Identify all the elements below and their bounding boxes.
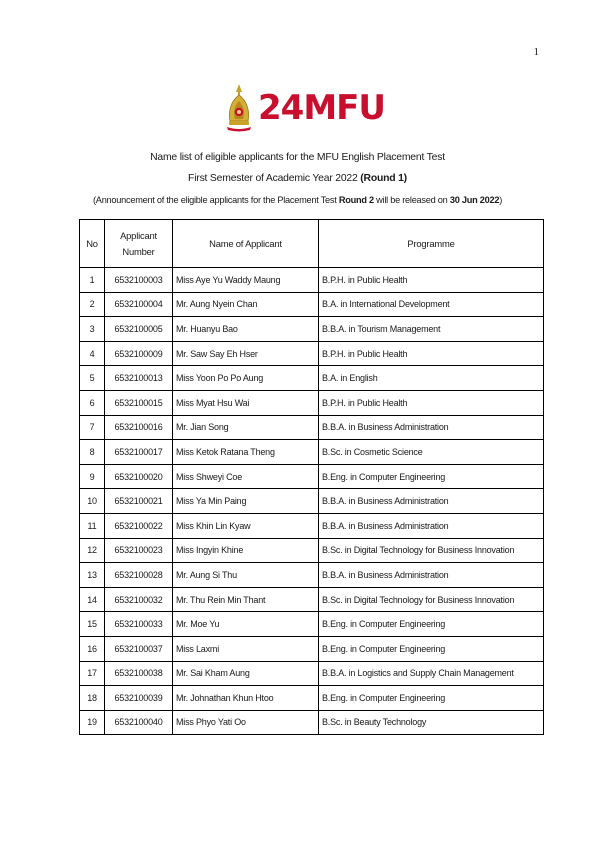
cell-applicant-number: 6532100016 bbox=[105, 415, 173, 440]
cell-programme: B.P.H. in Public Health bbox=[319, 268, 544, 293]
document-title bbox=[0, 152, 595, 163]
cell-applicant-name: Miss Shweyi Coe bbox=[173, 464, 319, 489]
table-row bbox=[80, 686, 544, 711]
university-logo bbox=[226, 82, 385, 134]
cell-programme: B.B.A. in Tourism Management bbox=[319, 317, 544, 342]
cell-programme: B.Sc. in Digital Technology for Business Innovation bbox=[319, 538, 544, 563]
cell-applicant-number: 6532100013 bbox=[105, 366, 173, 391]
cell-no: 18 bbox=[80, 686, 105, 711]
announcement-note bbox=[0, 195, 595, 205]
cell-applicant-number: 6532100023 bbox=[105, 538, 173, 563]
cell-programme: B.Sc. in Digital Technology for Business Innovation bbox=[319, 587, 544, 612]
cell-applicant-name: Miss Myat Hsu Wai bbox=[173, 390, 319, 415]
note-date: 30 Jun 2022 bbox=[449, 195, 500, 205]
table-row bbox=[80, 268, 544, 293]
applicant-table bbox=[79, 219, 544, 735]
cell-applicant-name: Mr. Saw Say Eh Hser bbox=[173, 341, 319, 366]
cell-no: 15 bbox=[80, 612, 105, 637]
cell-applicant-name: Miss Ingyin Khine bbox=[173, 538, 319, 563]
cell-applicant-name: Mr. Sai Kham Aung bbox=[173, 661, 319, 686]
cell-programme: B.Eng. in Computer Engineering bbox=[319, 464, 544, 489]
cell-programme: B.Eng. in Computer Engineering bbox=[319, 686, 544, 711]
header-no: No bbox=[80, 220, 105, 268]
cell-programme: B.P.H. in Public Health bbox=[319, 341, 544, 366]
cell-no: 16 bbox=[80, 636, 105, 661]
round-label: (Round 1) bbox=[360, 173, 407, 184]
table-row bbox=[80, 292, 544, 317]
cell-no: 3 bbox=[80, 317, 105, 342]
cell-applicant-name: Miss Yoon Po Po Aung bbox=[173, 366, 319, 391]
table-header-row bbox=[80, 220, 544, 268]
note-round-2: Round 2 bbox=[338, 195, 374, 205]
cell-programme: B.B.A. in Business Administration bbox=[319, 513, 544, 538]
cell-no: 2 bbox=[80, 292, 105, 317]
cell-no: 8 bbox=[80, 440, 105, 465]
logo-text: 24MFU bbox=[258, 88, 385, 128]
table-row bbox=[80, 612, 544, 637]
cell-no: 9 bbox=[80, 464, 105, 489]
cell-applicant-name: Miss Aye Yu Waddy Maung bbox=[173, 268, 319, 293]
table-row bbox=[80, 661, 544, 686]
cell-applicant-name: Miss Ya Min Paing bbox=[173, 489, 319, 514]
semester-text: First Semester of Academic Year 2022 bbox=[188, 173, 358, 184]
cell-no: 14 bbox=[80, 587, 105, 612]
cell-applicant-number: 6532100021 bbox=[105, 489, 173, 514]
table-row bbox=[80, 587, 544, 612]
table-body bbox=[80, 268, 544, 735]
table-row bbox=[80, 538, 544, 563]
cell-applicant-number: 6532100039 bbox=[105, 686, 173, 711]
cell-applicant-number: 6532100003 bbox=[105, 268, 173, 293]
cell-programme: B.B.A. in Business Administration bbox=[319, 489, 544, 514]
header-applicant-line-1: Applicant bbox=[120, 229, 157, 241]
cell-no: 10 bbox=[80, 489, 105, 514]
cell-no: 4 bbox=[80, 341, 105, 366]
table-row bbox=[80, 366, 544, 391]
cell-applicant-number: 6532100004 bbox=[105, 292, 173, 317]
table-row bbox=[80, 390, 544, 415]
note-part-1: (Announcement of the eligible applicants for the Placement Test bbox=[93, 195, 337, 205]
table-row bbox=[80, 513, 544, 538]
title-line-1: Name list of eligible applicants for the MFU English Placement Test bbox=[150, 152, 445, 163]
header-name: Name of Applicant bbox=[173, 220, 319, 268]
cell-applicant-name: Mr. Jian Song bbox=[173, 415, 319, 440]
table-row bbox=[80, 710, 544, 735]
cell-no: 12 bbox=[80, 538, 105, 563]
cell-applicant-number: 6532100028 bbox=[105, 563, 173, 588]
cell-applicant-name: Mr. Johnathan Khun Htoo bbox=[173, 686, 319, 711]
page-number: 1 bbox=[533, 46, 539, 58]
cell-programme: B.P.H. in Public Health bbox=[319, 390, 544, 415]
cell-programme: B.B.A. in Business Administration bbox=[319, 563, 544, 588]
cell-no: 1 bbox=[80, 268, 105, 293]
table-row bbox=[80, 464, 544, 489]
cell-applicant-number: 6532100033 bbox=[105, 612, 173, 637]
table-row bbox=[80, 440, 544, 465]
cell-programme: B.Eng. in Computer Engineering bbox=[319, 636, 544, 661]
cell-applicant-number: 6532100032 bbox=[105, 587, 173, 612]
cell-applicant-name: Miss Phyo Yati Oo bbox=[173, 710, 319, 735]
table-row bbox=[80, 341, 544, 366]
table-row bbox=[80, 563, 544, 588]
cell-applicant-name: Miss Laxmi bbox=[173, 636, 319, 661]
cell-programme: B.B.A. in Business Administration bbox=[319, 415, 544, 440]
cell-programme: B.Eng. in Computer Engineering bbox=[319, 612, 544, 637]
table-row bbox=[80, 489, 544, 514]
table-row bbox=[80, 636, 544, 661]
header-applicant-line-2: Number bbox=[122, 245, 155, 257]
document-subtitle bbox=[0, 173, 595, 184]
cell-applicant-number: 6532100020 bbox=[105, 464, 173, 489]
cell-no: 17 bbox=[80, 661, 105, 686]
cell-applicant-number: 6532100037 bbox=[105, 636, 173, 661]
header-applicant-number bbox=[105, 220, 173, 268]
cell-no: 19 bbox=[80, 710, 105, 735]
note-part-2: will be released on bbox=[376, 195, 448, 205]
cell-no: 6 bbox=[80, 390, 105, 415]
cell-no: 5 bbox=[80, 366, 105, 391]
cell-no: 11 bbox=[80, 513, 105, 538]
cell-applicant-name: Mr. Huanyu Bao bbox=[173, 317, 319, 342]
cell-applicant-name: Mr. Aung Si Thu bbox=[173, 563, 319, 588]
cell-applicant-number: 6532100040 bbox=[105, 710, 173, 735]
cell-no: 7 bbox=[80, 415, 105, 440]
cell-programme: B.Sc. in Beauty Technology bbox=[319, 710, 544, 735]
cell-applicant-number: 6532100022 bbox=[105, 513, 173, 538]
cell-applicant-number: 6532100038 bbox=[105, 661, 173, 686]
gold-crest-icon bbox=[226, 83, 252, 133]
cell-programme: B.B.A. in Logistics and Supply Chain Management bbox=[319, 661, 544, 686]
cell-programme: B.A. in English bbox=[319, 366, 544, 391]
cell-applicant-number: 6532100005 bbox=[105, 317, 173, 342]
cell-applicant-name: Mr. Aung Nyein Chan bbox=[173, 292, 319, 317]
cell-applicant-name: Mr. Thu Rein Min Thant bbox=[173, 587, 319, 612]
cell-no: 13 bbox=[80, 563, 105, 588]
cell-applicant-number: 6532100017 bbox=[105, 440, 173, 465]
cell-programme: B.A. in International Development bbox=[319, 292, 544, 317]
note-close: ) bbox=[499, 195, 502, 205]
header-programme: Programme bbox=[319, 220, 544, 268]
cell-applicant-name: Miss Ketok Ratana Theng bbox=[173, 440, 319, 465]
cell-applicant-name: Miss Khin Lin Kyaw bbox=[173, 513, 319, 538]
table-row bbox=[80, 415, 544, 440]
cell-applicant-number: 6532100015 bbox=[105, 390, 173, 415]
cell-programme: B.Sc. in Cosmetic Science bbox=[319, 440, 544, 465]
table-row bbox=[80, 317, 544, 342]
cell-applicant-name: Mr. Moe Yu bbox=[173, 612, 319, 637]
cell-applicant-number: 6532100009 bbox=[105, 341, 173, 366]
